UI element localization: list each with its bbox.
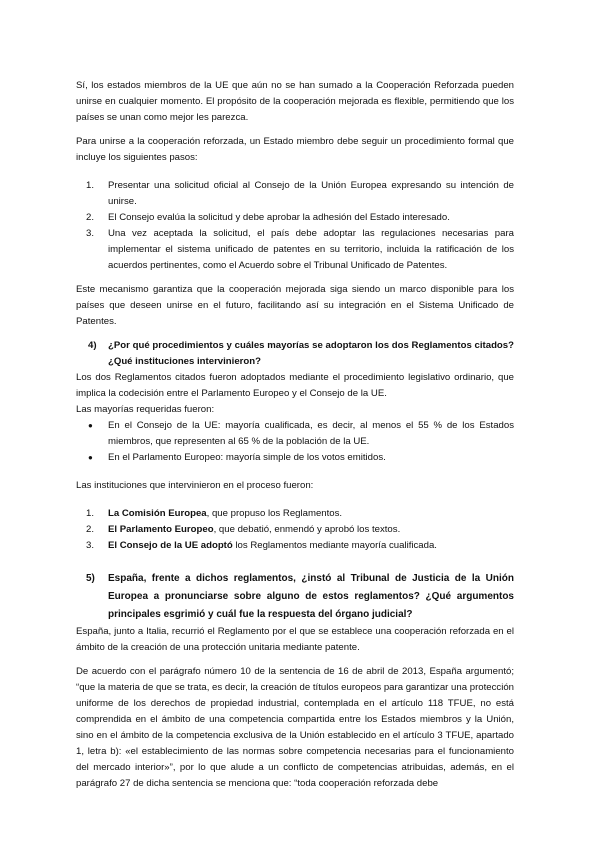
list-marker: 1. xyxy=(86,180,95,191)
institution-name: El Consejo de la UE adoptó xyxy=(108,540,233,551)
institution-name: El Parlamento Europeo xyxy=(108,524,214,535)
paragraph-institutions-intro: Las instituciones que intervinieron en el proceso fueron: xyxy=(76,480,314,491)
majorities-list xyxy=(76,418,514,466)
question-number: 4) xyxy=(88,340,97,351)
steps-list xyxy=(76,178,514,274)
list-marker: 2. xyxy=(86,212,95,223)
paragraph-judgment-argument: De acuerdo con el parágrafo número 10 de la sentencia de 16 de abril de 2013, España argumentó; “que la materia de que se trata, es decir, la creación de títulos europeos para garantizar una protección uniforme de los derechos de propiedad industrial, contemplada en el artículo 118 TFUE, no está comprendida en el ámbito de una competencia compartida entre los Estados miembros y la Unión, sino en el ámbito de la competencia exclusiva de la Unión establecido en el artículo 3 TFUE, apartado 1, letra b): «el establecimiento de las normas sobre competencia necesarias para el funcionamiento del mercado interior»”, por lo que alude a un conflicto de competencias atribuidas, además, en el parágrafo 27 de dicha sentencia se menciona que: “toda cooperación reforzada debe xyxy=(76,666,514,789)
list-item xyxy=(76,178,514,210)
list-marker: 2. xyxy=(86,524,95,535)
list-item xyxy=(76,538,514,554)
paragraph-majorities-intro: Las mayorías requeridas fueron: xyxy=(76,404,215,415)
list-item-text: Una vez aceptada la solicitud, el país debe adoptar las regulaciones necesarias para implementar el sistema unificado de patentes en su territorio, incluida la ratificación de los acuerdos pertinentes, como el Acuerdo sobre el Tribunal Unificado de Patentes. xyxy=(108,228,514,271)
list-item-text: los Reglamentos mediante mayoría cualificada. xyxy=(232,540,437,551)
list-item xyxy=(76,522,514,538)
question-5-heading xyxy=(76,570,514,624)
institution-name: La Comisión Europea xyxy=(108,508,207,519)
list-item xyxy=(76,450,514,466)
paragraph-procedure-answer: Los dos Reglamentos citados fueron adoptados mediante el procedimiento legislativo ordinario, que implica la codecisión entre el Parlamento Europeo y el Consejo de la UE. xyxy=(76,372,514,399)
list-item xyxy=(76,506,514,522)
paragraph-intro: Sí, los estados miembros de la UE que aún no se han sumado a la Cooperación Reforzada pueden unirse en cualquier momento. El propósito de la cooperación mejorada es flexible, permitiendo que los países se unan como mejor les parezca. xyxy=(76,80,514,123)
list-item-text: En el Consejo de la UE: mayoría cualificada, es decir, al menos el 55 % de los Estados miembros, que representen al 65 % de la población de la UE. xyxy=(108,420,514,447)
paragraph-mechanism: Este mecanismo garantiza que la cooperación mejorada siga siendo un marco disponible para los países que deseen unirse en el futuro, facilitando así su integración en el Sistema Unificado de Patentes. xyxy=(76,284,514,327)
list-item xyxy=(76,210,514,226)
list-item xyxy=(76,226,514,274)
institutions-list xyxy=(76,506,514,554)
bullet-icon: ● xyxy=(88,421,93,430)
question-text: ¿Por qué procedimientos y cuáles mayorías se adoptaron los dos Reglamentos citados? ¿Qué instituciones intervinieron? xyxy=(108,340,514,367)
list-item-text: En el Parlamento Europeo: mayoría simple de los votos emitidos. xyxy=(108,452,386,463)
bullet-icon: ● xyxy=(88,453,93,462)
list-marker: 3. xyxy=(86,540,95,551)
list-marker: 1. xyxy=(86,508,95,519)
list-item-text: Presentar una solicitud oficial al Consejo de la Unión Europea expresando su intención de unirse. xyxy=(108,180,514,207)
paragraph-procedure: Para unirse a la cooperación reforzada, un Estado miembro debe seguir un procedimiento formal que incluye los siguientes pasos: xyxy=(76,136,514,163)
question-number: 5) xyxy=(86,573,95,584)
list-marker: 3. xyxy=(86,228,95,239)
list-item-text: El Consejo evalúa la solicitud y debe aprobar la adhesión del Estado interesado. xyxy=(108,212,450,223)
question-text: España, frente a dichos reglamentos, ¿instó al Tribunal de Justicia de la Unión Europea a pronunciarse sobre alguno de estos reglamentos? ¿Qué argumentos principales esgrimió y cuál fue la respuesta del órgano judicial? xyxy=(108,573,514,620)
list-item-text: , que propuso los Reglamentos. xyxy=(206,508,343,519)
list-item-text: , que debatió, enmendó y aprobó los textos. xyxy=(213,524,401,535)
question-4-heading xyxy=(76,338,514,370)
paragraph-spain-appeal: España, junto a Italia, recurrió el Reglamento por el que se establece una cooperación reforzada en el ámbito de la creación de una protección unitaria mediante patente. xyxy=(76,626,514,653)
list-item xyxy=(76,418,514,450)
